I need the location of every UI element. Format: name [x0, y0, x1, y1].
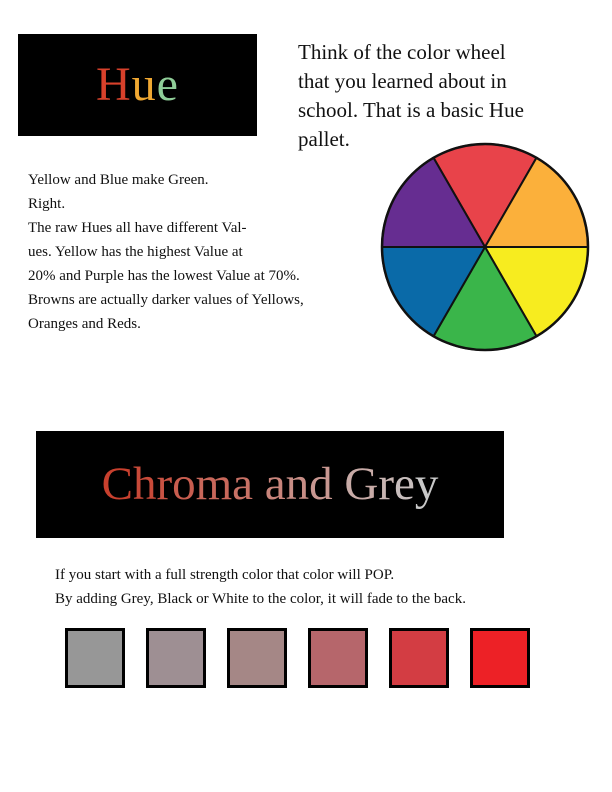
chroma-heading: [101, 458, 439, 510]
hue-intro-text: [298, 38, 598, 154]
body-line: The raw Hues all have different Val-: [28, 220, 247, 236]
intro-line: pallet.: [298, 127, 350, 151]
chroma-swatch: [227, 628, 287, 688]
chroma-swatch: [146, 628, 206, 688]
chroma-swatch: [470, 628, 530, 688]
chroma-heading-letter: e: [394, 458, 415, 510]
chroma-heading-letter: r: [156, 458, 173, 510]
intro-line: Think of the color wheel: [298, 40, 506, 64]
body-line: ues. Yellow has the highest Value at: [28, 244, 243, 260]
chroma-heading-letter: o: [172, 458, 196, 510]
color-wheel: [379, 141, 591, 353]
chroma-heading-letter: [333, 461, 345, 508]
chroma-heading-letter: G: [344, 458, 379, 510]
hue-body-text: [28, 168, 368, 336]
body-line: Yellow and Blue make Green.: [28, 172, 209, 188]
body-line: Right.: [28, 196, 66, 212]
chroma-heading-banner: [36, 431, 504, 538]
chroma-heading-letter: n: [285, 458, 310, 510]
hue-heading: [96, 58, 179, 111]
chroma-heading-letter: [253, 461, 265, 508]
hue-heading-letter: u: [131, 58, 157, 111]
body-line: Browns are actually darker values of Yellows,: [28, 292, 304, 308]
body-line: If you start with a full strength color that color will POP.: [55, 567, 395, 583]
chroma-swatch: [308, 628, 368, 688]
chroma-heading-letter: h: [132, 458, 157, 510]
chroma-heading-letter: a: [232, 458, 254, 510]
intro-line: school. That is a basic Hue: [298, 98, 524, 122]
body-line: 20% and Purple has the lowest Value at 70%.: [28, 268, 300, 284]
chroma-heading-letter: a: [264, 458, 286, 510]
hue-heading-letter: H: [96, 58, 132, 111]
chroma-heading-letter: y: [414, 458, 439, 510]
hue-heading-banner: [18, 34, 257, 136]
body-line: Oranges and Reds.: [28, 316, 141, 332]
chroma-heading-letter: r: [378, 458, 395, 510]
intro-line: that you learned about in: [298, 69, 507, 93]
chroma-heading-letter: m: [195, 458, 233, 510]
chroma-swatch: [65, 628, 125, 688]
hue-heading-letter: e: [156, 58, 179, 111]
chroma-heading-letter: d: [309, 458, 333, 510]
chroma-heading-letter: C: [101, 458, 133, 510]
body-line: By adding Grey, Black or White to the color, it will fade to the back.: [55, 591, 466, 607]
chroma-body-text: [55, 563, 595, 611]
chroma-swatch-row: [65, 628, 527, 688]
chroma-swatch: [389, 628, 449, 688]
